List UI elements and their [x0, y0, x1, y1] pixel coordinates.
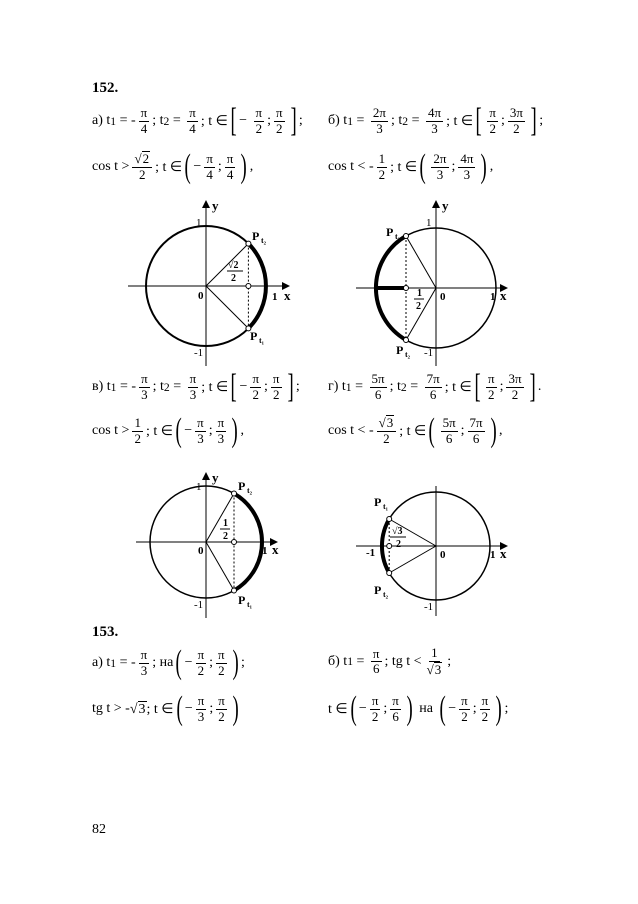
svg-text:x: x [500, 288, 507, 303]
svg-text:P: P [386, 225, 394, 239]
svg-text:1: 1 [490, 549, 496, 561]
svg-text:2: 2 [416, 301, 421, 312]
svg-text:1: 1 [196, 217, 202, 229]
svg-text:√2: √2 [228, 260, 239, 271]
svg-text:0: 0 [440, 549, 446, 561]
svg-text:1: 1 [417, 288, 422, 299]
svg-text:P: P [396, 343, 404, 357]
svg-text:1: 1 [262, 545, 268, 557]
svg-text:-1: -1 [194, 599, 204, 611]
p152-a-line2: cos t > $\frac{√2}{2}$ ; t ∈ ( − $\frac{\pi}{4}$ ; $\frac{\pi}{4}$ ) , [92, 148, 254, 185]
svg-text:2: 2 [396, 539, 401, 550]
svg-text:P: P [252, 229, 260, 243]
svg-text:y: y [212, 470, 219, 485]
problem-number-153: 153. [92, 624, 119, 640]
svg-text:y: y [442, 198, 449, 213]
svg-text:x: x [284, 288, 291, 303]
svg-text:2: 2 [231, 273, 236, 284]
svg-text:t₂: t₂ [261, 236, 267, 245]
svg-text:√3: √3 [392, 526, 403, 537]
svg-text:t₁: t₁ [395, 232, 401, 241]
unit-circle-figure-v [136, 468, 306, 623]
svg-text:P: P [238, 593, 246, 607]
svg-text:t₁: t₁ [259, 336, 265, 345]
svg-text:P: P [374, 583, 382, 597]
svg-text:-1: -1 [424, 601, 434, 613]
p152-b-line2: cos t < - $\frac{1}{2}$ ; t ∈ ( $\frac{2\pi}{3}$ ; $\frac{4\pi}{3}$ ) , [328, 148, 494, 185]
page-number: 82 [92, 822, 106, 837]
y-axis-label: y [212, 198, 219, 213]
p153-b-line2: t ∈ ( − $\frac{\pi}{2}$ ; $\frac{\pi}{6}$ ) на ( − $\frac{\pi}{2}$ ; $\frac{\pi}{2}$ ) ; [328, 690, 509, 727]
p153-b-line1: б) t 1 = $\frac{\pi}{6}$ ; tg t < $\frac{1}{√3}$ ; [328, 645, 452, 677]
p153-a-line1: а) t 1 = - $\frac{\pi}{3}$ ; на ( − $\frac{\pi}{2}$ ; $\frac{\pi}{2}$ ) ; [92, 644, 245, 681]
svg-text:0: 0 [198, 290, 204, 302]
unit-circle-figure-b [356, 196, 526, 371]
p152-g-line1: г) t 1 = $\frac{5\pi}{6}$ ; t 2 = $\frac{7\pi}{6}$ ; t ∈ [ $\frac{\pi}{2}$ ; $\frac{3\pi}{2}$ ] . [328, 368, 542, 405]
svg-text:P: P [250, 329, 258, 343]
svg-text:t₁: t₁ [247, 600, 253, 609]
svg-text:0: 0 [440, 291, 446, 303]
svg-text:-1: -1 [194, 347, 204, 359]
svg-text:P: P [374, 495, 382, 509]
unit-circle-figure-g [356, 486, 526, 621]
svg-text:2: 2 [223, 531, 228, 542]
svg-text:1: 1 [490, 291, 496, 303]
svg-text:-1: -1 [366, 547, 376, 559]
svg-text:P: P [238, 479, 246, 493]
svg-text:x: x [272, 542, 279, 557]
svg-text:t₂: t₂ [247, 486, 253, 495]
p152-g-line2: cos t < - $\frac{√3}{2}$ ; t ∈ ( $\frac{5\pi}{6}$ ; $\frac{7\pi}{6}$ ) , [328, 412, 503, 449]
p152-b-line1: б) t 1 = $\frac{2\pi}{3}$ ; t 2 = $\frac{4\pi}{3}$ ; t ∈ [ $\frac{\pi}{2}$ ; $\frac{3\pi}{2}$ ] ; [328, 102, 544, 139]
svg-text:1: 1 [426, 217, 432, 229]
p153-a-line2: tg t > - √3 ; t ∈ ( − $\frac{\pi}{3}$ ; $\frac{\pi}{2}$ ) [92, 690, 239, 727]
svg-text:1: 1 [223, 518, 228, 529]
svg-text:t₁: t₁ [383, 502, 389, 511]
p152-v-line1: в) t 1 = - $\frac{\pi}{3}$ ; t 2 = $\frac{\pi}{3}$ ; t ∈ [ − $\frac{\pi}{2}$ ; $\frac{\pi}{2}$ ] ; [92, 368, 300, 405]
svg-text:0: 0 [198, 545, 204, 557]
svg-text:1: 1 [196, 481, 202, 493]
svg-text:x: x [500, 546, 507, 561]
svg-text:1: 1 [272, 291, 278, 303]
svg-text:t₂: t₂ [405, 350, 411, 359]
p152-a-line1: а) t 1 = - $\frac{\pi}{4}$ ; t 2 = $\frac{\pi}{4}$ ; t ∈ [ − $\frac{\pi}{2}$ ; $\frac{\pi}{2}$ ] ; [92, 102, 303, 139]
unit-circle-figure-a [128, 196, 298, 371]
p152-v-line2: cos t > $\frac{1}{2}$ ; t ∈ ( − $\frac{\pi}{3}$ ; $\frac{\pi}{3}$ ) , [92, 412, 245, 449]
problem-number-152: 152. [92, 80, 119, 96]
svg-text:-1: -1 [424, 347, 434, 359]
svg-text:t₂: t₂ [383, 590, 389, 599]
